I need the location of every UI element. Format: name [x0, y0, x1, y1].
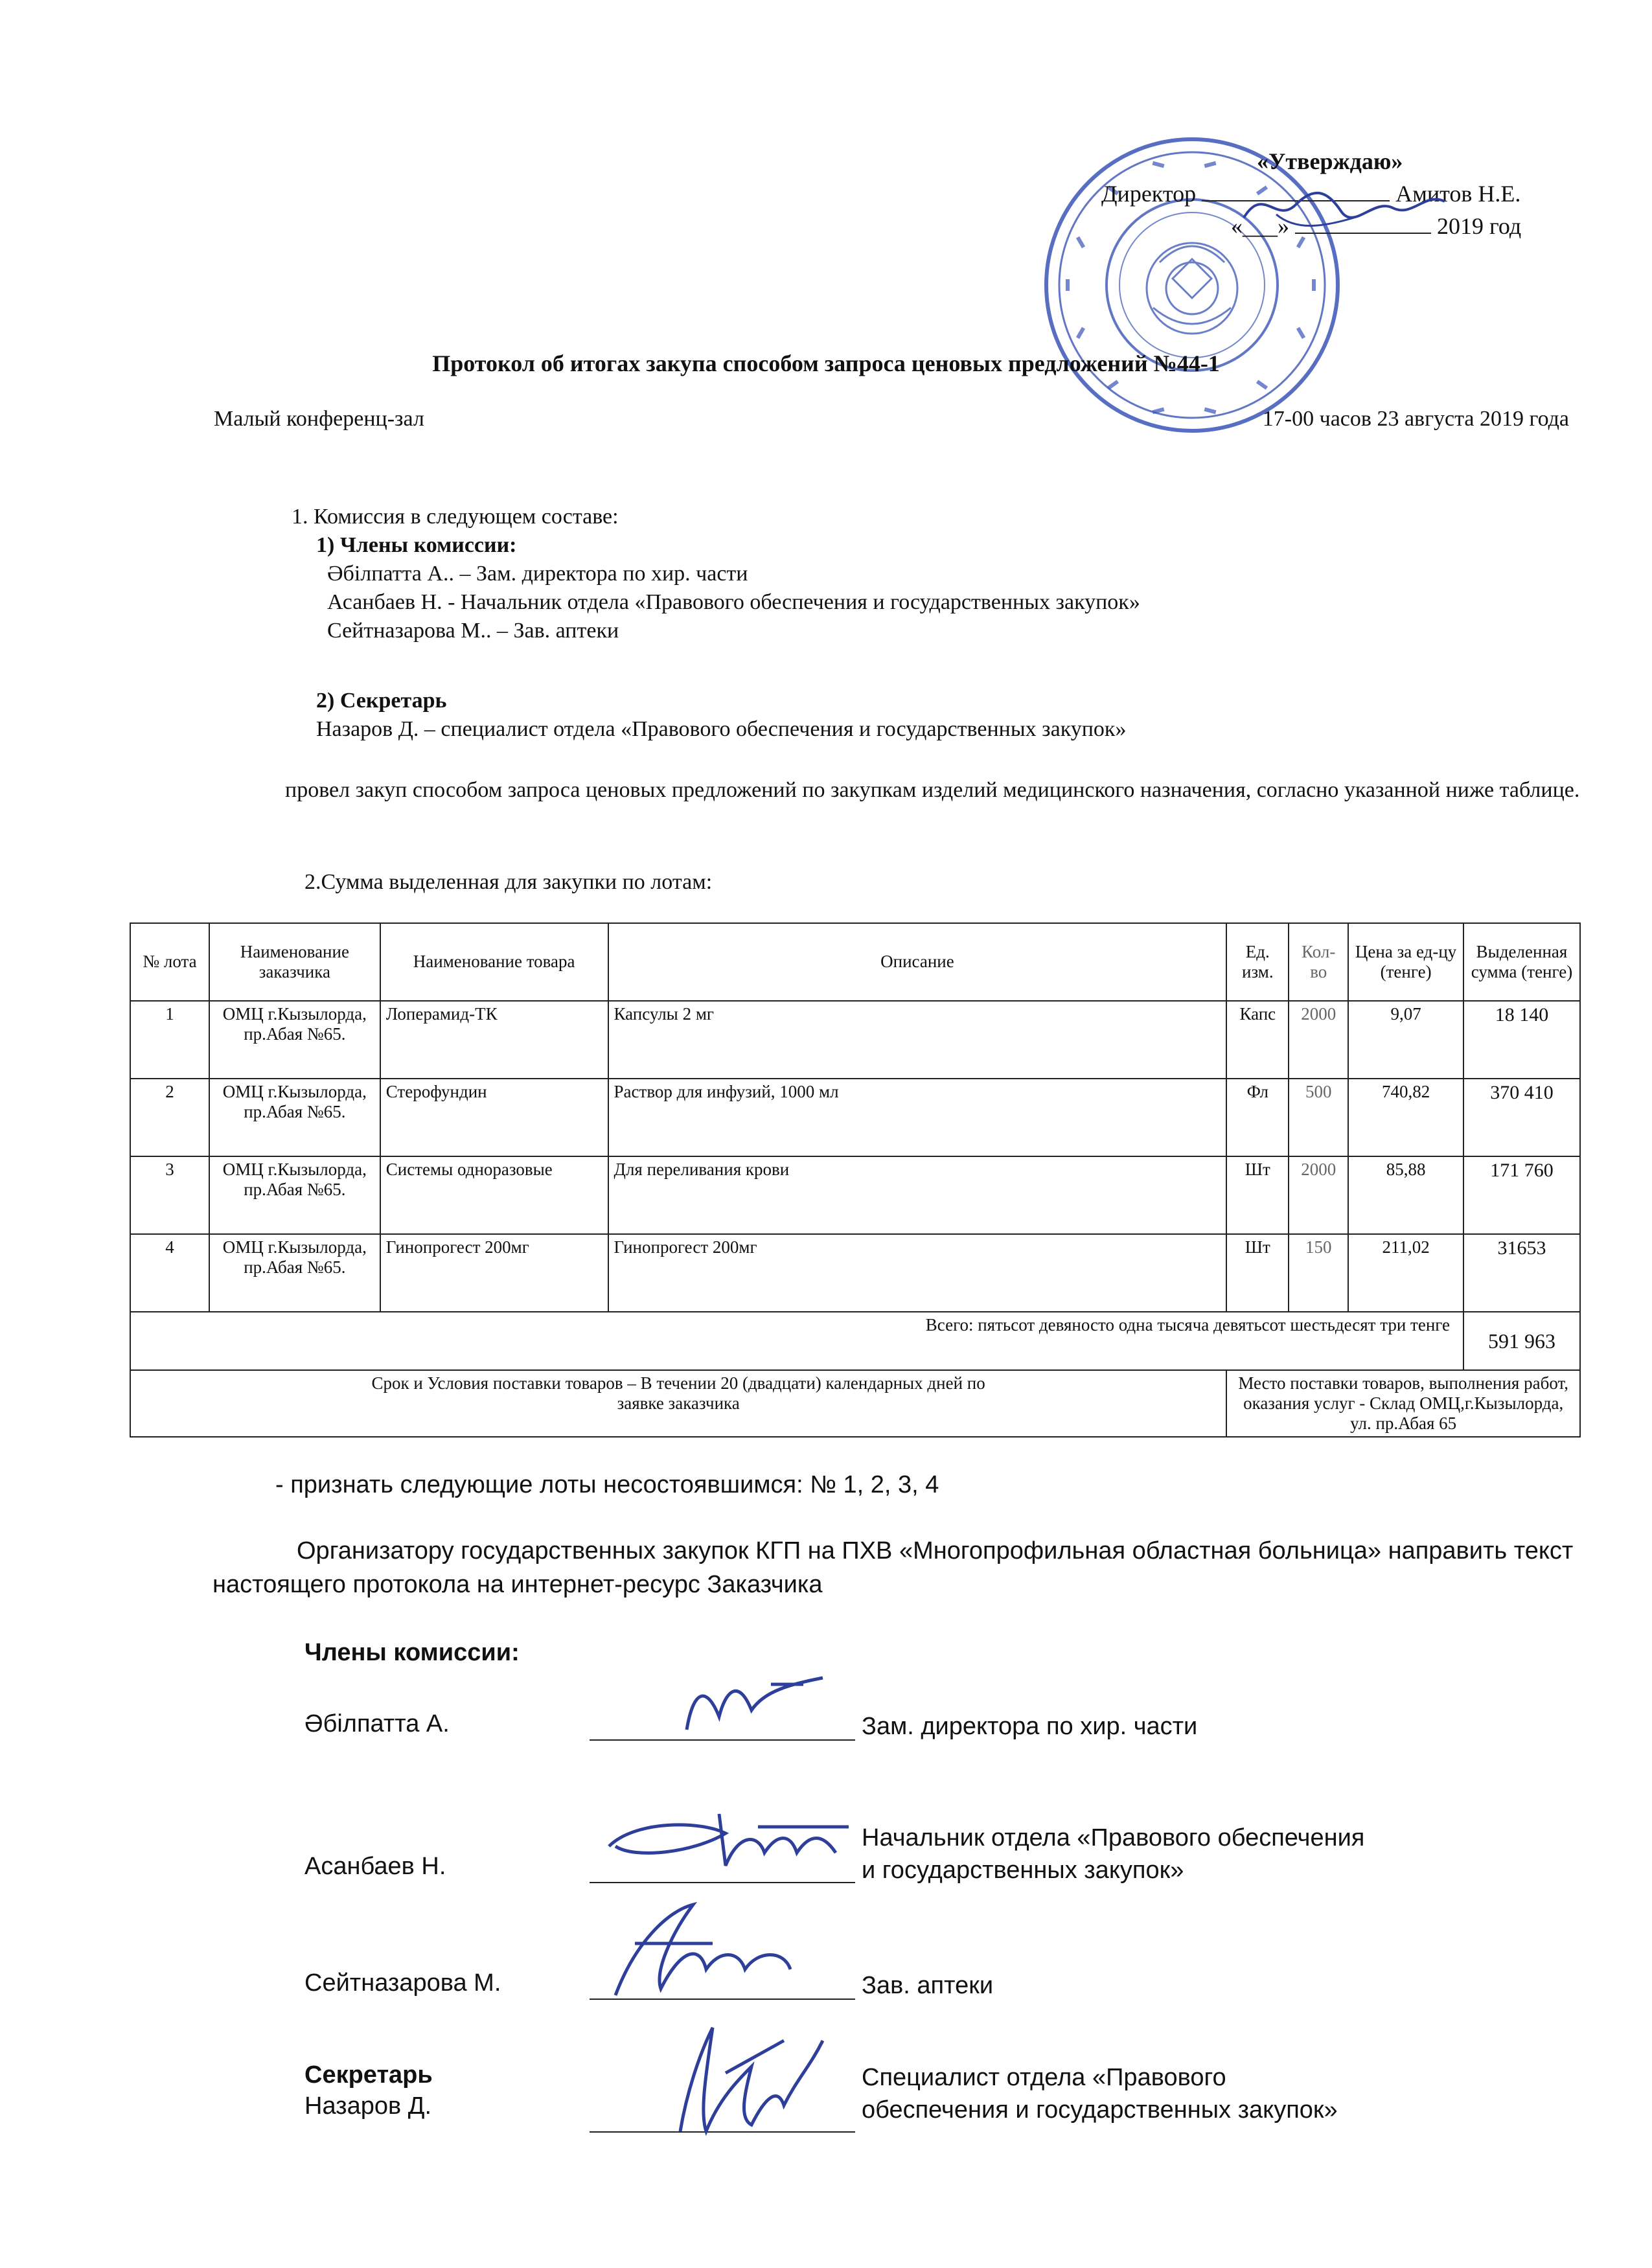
cell-price: 85,88 [1348, 1156, 1463, 1234]
cell-lot-no: 3 [130, 1156, 209, 1234]
cell-amount: 18 140 [1463, 1001, 1580, 1079]
signer-3-name: Сейтназарова М. [304, 1969, 501, 1997]
signer-4-signature [654, 2002, 849, 2144]
director-signature [1237, 179, 1451, 237]
table-terms-row [130, 1370, 1580, 1437]
header-description: Описание [608, 923, 1227, 1001]
signer-3-signature [596, 1892, 829, 2008]
signer-3-role: Зав. аптеки [862, 1972, 994, 1999]
cell-product: Лоперамид-ТК [380, 1001, 608, 1079]
header-unit: Ед. изм. [1226, 923, 1289, 1001]
header-qty: Кол-во [1289, 923, 1348, 1001]
signer-2-name: Асанбаев Н. [304, 1853, 446, 1880]
signer-1-signature [674, 1665, 842, 1743]
cell-customer: ОМЦ г.Кызылорда, пр.Абая №65. [209, 1156, 380, 1234]
meeting-datetime: 17-00 часов 23 августа 2019 года [1262, 407, 1569, 431]
total-label: Всего: пятьсот девяносто одна тысяча девятьсот шестьдесят три тенге [130, 1312, 1463, 1370]
secretary-heading: 2) Секретарь [316, 689, 447, 713]
signer-4-name: Назаров Д. [304, 2092, 432, 2120]
cell-lot-no: 4 [130, 1234, 209, 1312]
cell-unit: Фл [1226, 1079, 1289, 1156]
signer-2-role-line1: Начальник отдела «Правового обеспечения [862, 1824, 1365, 1851]
section2-heading: 2.Сумма выделенная для закупки по лотам: [304, 870, 713, 894]
cell-qty: 150 [1289, 1234, 1348, 1312]
cell-unit: Шт [1226, 1156, 1289, 1234]
table-row [130, 1234, 1580, 1312]
table-row [130, 1156, 1580, 1234]
table-total-row [130, 1312, 1580, 1370]
section1-heading: 1. Комиссия в следующем составе: [292, 505, 619, 529]
cell-unit: Капс [1226, 1001, 1289, 1079]
director-name: Амитов Н.Е. [1395, 181, 1521, 207]
member-1: Әбілпатта А.. – Зам. директора по хир. части [327, 562, 748, 586]
header-lot-no: № лота [130, 923, 209, 1001]
document-title: Протокол об итогах закупа способом запроса ценовых предложений №44-1 [432, 350, 1220, 376]
approval-heading: «Утверждаю» [1257, 148, 1403, 174]
cell-unit: Шт [1226, 1234, 1289, 1312]
approval-year: 2019 год [1437, 213, 1522, 239]
cell-description: Гинопрогест 200мг [608, 1234, 1227, 1312]
intro-paragraph: провел закуп способом запроса ценовых предложений по закупкам изделий медицинского назначения, согласно указанной ниже таблице. [285, 778, 1580, 802]
cell-lot-no: 2 [130, 1079, 209, 1156]
signer-1-name: Әбілпатта А. [304, 1710, 450, 1737]
cell-amount: 370 410 [1463, 1079, 1580, 1156]
signer-2-role-line2: и государственных закупок» [862, 1857, 1184, 1884]
cell-amount: 171 760 [1463, 1156, 1580, 1234]
member-3: Сейтназарова М.. – Зав. аптеки [327, 619, 619, 643]
cell-customer: ОМЦ г.Кызылорда, пр.Абая №65. [209, 1079, 380, 1156]
cell-description: Раствор для инфузий, 1000 мл [608, 1079, 1227, 1156]
signer-1-role: Зам. директора по хир. части [862, 1713, 1198, 1740]
header-product: Наименование товара [380, 923, 608, 1001]
approval-block [1075, 148, 1581, 245]
lots-table [130, 922, 1581, 1438]
cell-product: Стерофундин [380, 1079, 608, 1156]
failed-lots-line: - признать следующие лоты несостоявшимся: № 1, 2, 3, 4 [275, 1471, 939, 1498]
secretary-label: Секретарь [304, 2061, 433, 2089]
signatures-heading: Члены комиссии: [304, 1639, 520, 1666]
table-row [130, 1001, 1580, 1079]
signer-4-role-line2: обеспечения и государственных закупок» [862, 2096, 1338, 2124]
cell-price: 9,07 [1348, 1001, 1463, 1079]
cell-product: Гинопрогест 200мг [380, 1234, 608, 1312]
signer-4-role-line1: Специалист отдела «Правового [862, 2064, 1226, 2091]
cell-description: Капсулы 2 мг [608, 1001, 1227, 1079]
total-value: 591 963 [1463, 1312, 1580, 1370]
director-label: Директор [1101, 181, 1197, 207]
cell-customer: ОМЦ г.Кызылорда, пр.Абая №65. [209, 1234, 380, 1312]
cell-price: 740,82 [1348, 1079, 1463, 1156]
cell-amount: 31653 [1463, 1234, 1580, 1312]
delivery-terms-text: Срок и Условия поставки товаров – В течении 20 (двадцати) календарных дней по заявке заказчика [371, 1373, 985, 1414]
cell-product: Системы одноразовые [380, 1156, 608, 1234]
approval-date-quote: «___» [1231, 213, 1289, 239]
signer-2-signature [596, 1794, 868, 1885]
header-price: Цена за ед-цу (тенге) [1348, 923, 1463, 1001]
cell-description: Для переливания крови [608, 1156, 1227, 1234]
secretary-line: Назаров Д. – специалист отдела «Правового обеспечения и государственных закупок» [316, 717, 1127, 741]
organizer-paragraph: Организатору государственных закупок КГП на ПХВ «Многопрофильная областная больница» направить текст настоящего протокола на интернет-ресурс Заказчика [212, 1537, 1574, 1598]
cell-qty: 2000 [1289, 1156, 1348, 1234]
cell-lot-no: 1 [130, 1001, 209, 1079]
table-row [130, 1079, 1580, 1156]
header-amount: Выделенная сумма (тенге) [1463, 923, 1580, 1001]
cell-qty: 2000 [1289, 1001, 1348, 1079]
cell-customer: ОМЦ г.Кызылорда, пр.Абая №65. [209, 1001, 380, 1079]
members-heading: 1) Члены комиссии: [316, 533, 517, 557]
table-header-row [130, 923, 1580, 1001]
delivery-terms [130, 1370, 1226, 1437]
cell-price: 211,02 [1348, 1234, 1463, 1312]
meeting-place: Малый конференц-зал [214, 407, 424, 431]
header-customer: Наименование заказчика [209, 923, 380, 1001]
member-2: Асанбаев Н. - Начальник отдела «Правового обеспечения и государственных закупок» [327, 590, 1140, 614]
cell-qty: 500 [1289, 1079, 1348, 1156]
delivery-place: Место поставки товаров, выполнения работ, оказания услуг - Склад ОМЦ,г.Кызылорда, ул. пр.Абая 65 [1226, 1370, 1580, 1437]
